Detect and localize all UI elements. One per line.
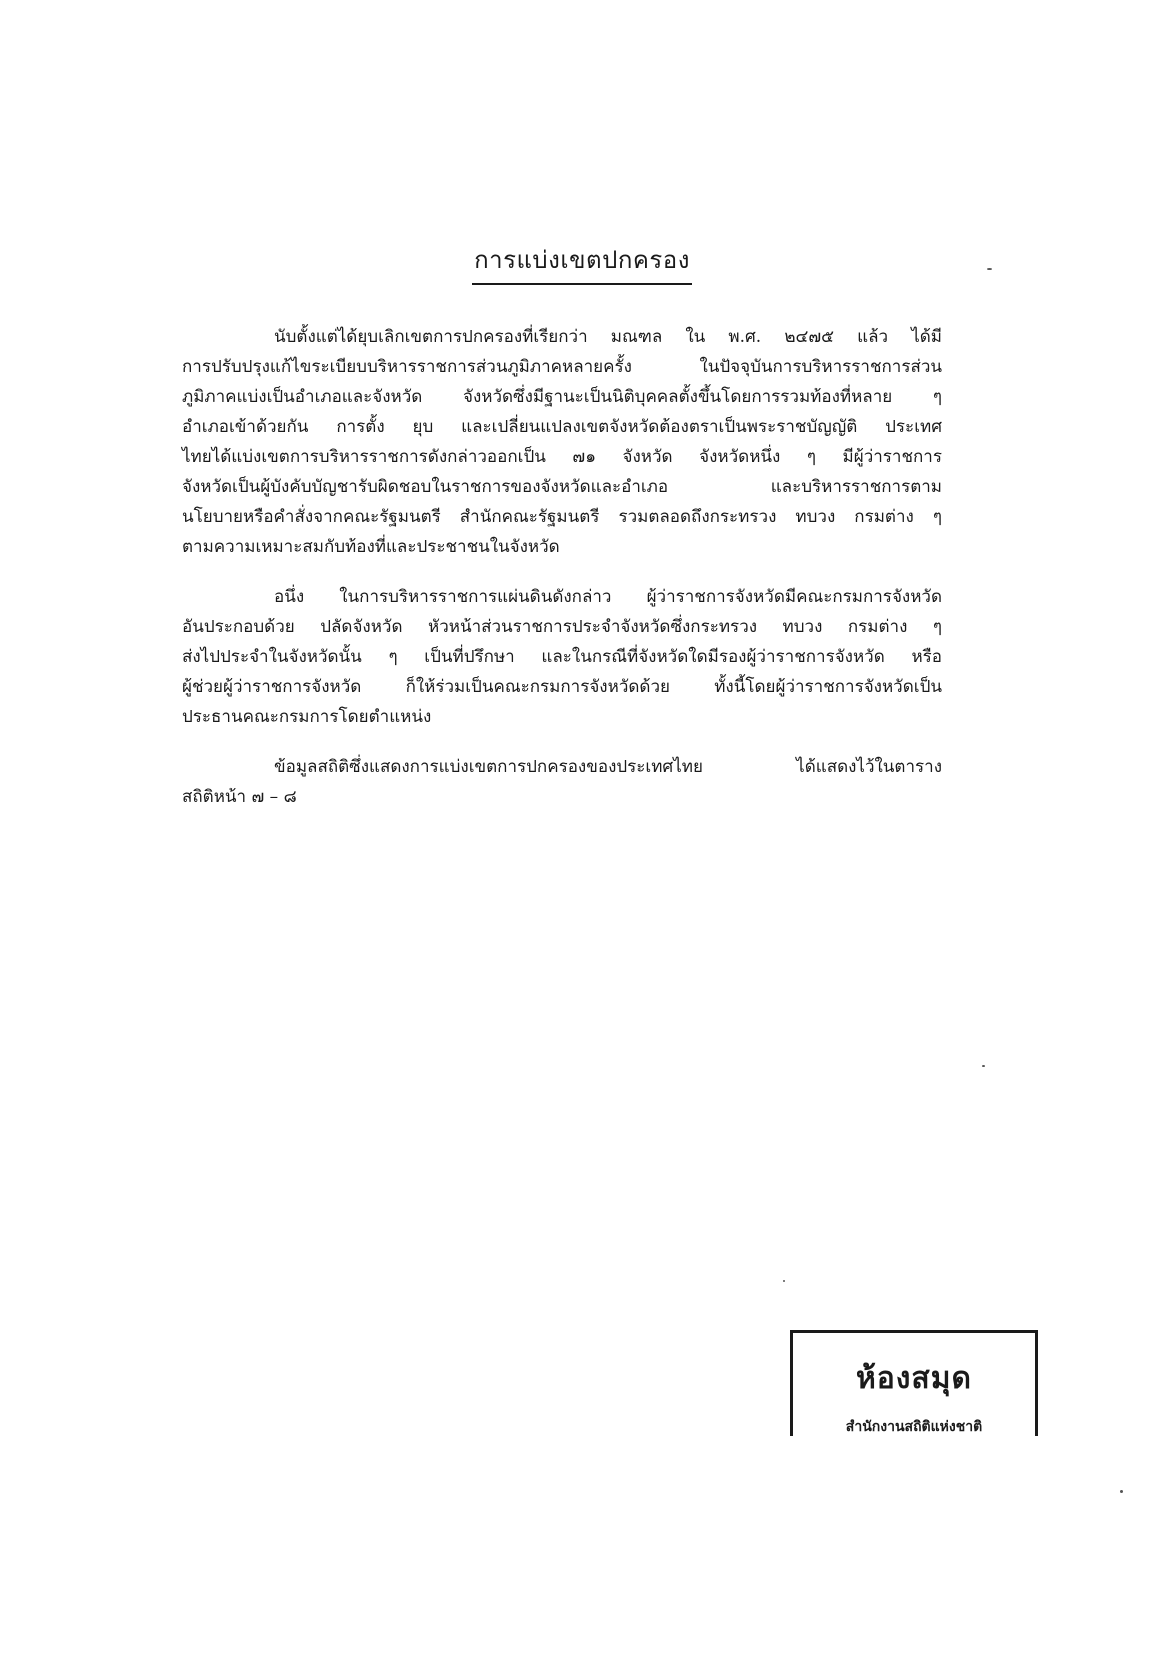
document-title [0,240,1164,285]
scan-speck [982,1065,985,1067]
paragraph-line: ผู้ช่วยผู้ว่าราชการจังหวัด ก็ให้ร่วมเป็นคณะกรมการจังหวัดด้วย ทั้งนี้โดยผู้ว่าราชการจังหวัดเป็น [182,677,942,697]
paragraph-line: ส่งไปประจำในจังหวัดนั้น ๆ เป็นที่ปรึกษา และในกรณีที่จังหวัดใดมีรองผู้ว่าราชการจังหวัด หรือ [182,647,942,667]
document-body [182,322,942,832]
paragraph-line: ข้อมูลสถิติซึ่งแสดงการแบ่งเขตการปกครองของประเทศไทย ได้แสดงไว้ในตาราง [274,757,942,777]
paragraph-line: การปรับปรุงแก้ไขระเบียบบริหารราชการส่วนภูมิภาคหลายครั้ง ในปัจจุบันการบริหารราชการส่วน [182,357,942,377]
paragraph-line: จังหวัดเป็นผู้บังคับบัญชารับผิดชอบในราชการของจังหวัดและอำเภอ และบริหารราชการตาม [182,477,942,497]
paragraph-line: ตามความเหมาะสมกับท้องที่และประชาชนในจังหวัด [182,537,560,557]
paragraph-line: นับตั้งแต่ได้ยุบเลิกเขตการปกครองที่เรียกว่า มณฑล ใน พ.ศ. ๒๔๗๕ แล้ว ได้มี [274,327,942,347]
library-stamp [790,1330,1038,1436]
paragraph-line: อำเภอเข้าด้วยกัน การตั้ง ยุบ และเปลี่ยนแปลงเขตจังหวัดต้องตราเป็นพระราชบัญญัติ ประเทศ [182,417,942,437]
paragraph-line: อนึ่ง ในการบริหารราชการแผ่นดินดังกล่าว ผู้ว่าราชการจังหวัดมีคณะกรมการจังหวัด [274,587,942,607]
paragraph-2 [182,582,942,732]
paragraph-line: นโยบายหรือคำสั่งจากคณะรัฐมนตรี สำนักคณะรัฐมนตรี รวมตลอดถึงกระทรวง ทบวง กรมต่าง ๆ [182,507,942,527]
paragraph-line: ไทยได้แบ่งเขตการบริหารราชการดังกล่าวออกเป็น ๗๑ จังหวัด จังหวัดหนึ่ง ๆ มีผู้ว่าราชการ [182,447,942,467]
paragraph-3 [182,752,942,812]
paragraph-line: อันประกอบด้วย ปลัดจังหวัด หัวหน้าส่วนราชการประจำจังหวัดซึ่งกระทรวง ทบวง กรมต่าง ๆ [182,617,942,637]
scan-speck [1120,1490,1123,1493]
paragraph-line: สถิติหน้า ๗ – ๘ [182,787,297,807]
stamp-title: ห้องสมุด [855,1361,972,1396]
scan-speck [783,1280,785,1282]
paragraph-line: ประธานคณะกรมการโดยตำแหน่ง [182,707,432,727]
stamp-subtitle: สำนักงานสถิติแห่งชาติ [845,1419,983,1435]
paragraph-line: ภูมิภาคแบ่งเป็นอำเภอและจังหวัด จังหวัดซึ่งมีฐานะเป็นนิติบุคคลตั้งขึ้นโดยการรวมท้องที่หลาย ๆ [182,387,942,407]
document-title-text: การแบ่งเขตปกครอง [472,240,692,285]
scan-speck [987,268,992,270]
paragraph-1 [182,322,942,562]
